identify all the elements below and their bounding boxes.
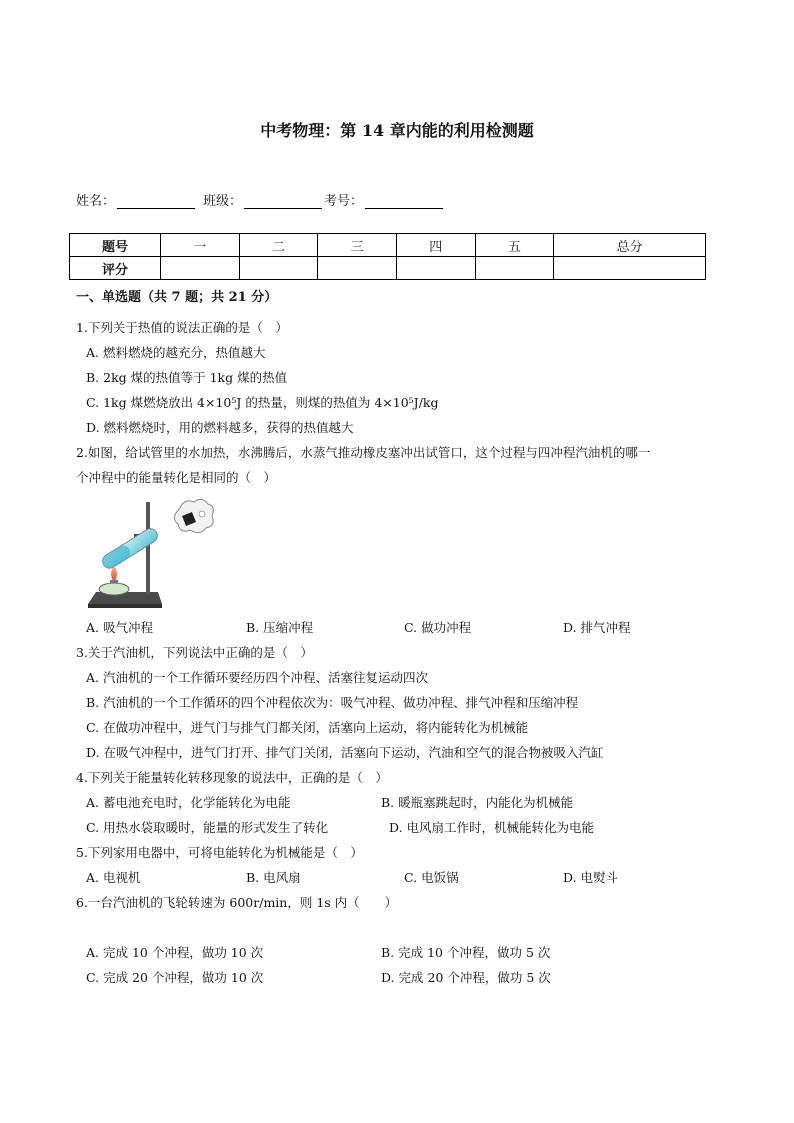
option-c[interactable]: C. 完成 20 个冲程，做功 10 次 — [86, 970, 264, 985]
name-label: 姓名： — [76, 194, 116, 209]
section-heading: 一、单选题（共 7 题；共 21 分） — [76, 290, 278, 305]
score-cell[interactable] — [475, 257, 554, 280]
exam-no-blank[interactable] — [365, 194, 443, 209]
score-cell[interactable] — [161, 257, 240, 280]
option-a[interactable]: A. 吸气冲程 — [86, 620, 153, 635]
option-c[interactable]: C. 1kg 煤燃烧放出 4×10⁵J 的热量，则煤的热值为 4×10⁵J/kg — [86, 395, 439, 410]
option-a[interactable]: A. 蓄电池充电时，化学能转化为电能 — [86, 795, 291, 810]
score-cell[interactable] — [396, 257, 475, 280]
option-d[interactable]: D. 电风扇工作时，机械能转化为电能 — [389, 820, 595, 835]
option-b[interactable]: B. 电风扇 — [246, 870, 301, 885]
score-table-cell: 三 — [318, 234, 397, 257]
score-cell[interactable] — [318, 257, 397, 280]
score-table-score-row — [70, 257, 706, 280]
class-label: 班级： — [203, 194, 243, 209]
score-cell[interactable] — [239, 257, 318, 280]
exam-no-label: 考号： — [324, 194, 364, 209]
option-b[interactable]: B. 压缩冲程 — [246, 620, 314, 635]
option-d[interactable]: D. 在吸气冲程中，进气门打开、排气门关闭，活塞向下运动，汽油和空气的混合物被吸入汽缸 — [86, 745, 604, 760]
class-blank[interactable] — [244, 194, 322, 209]
option-d[interactable]: D. 燃料燃烧时，用的燃料越多，获得的热值越大 — [86, 420, 354, 435]
option-b[interactable]: B. 完成 10 个冲程，做功 5 次 — [381, 945, 551, 960]
score-table-header-row — [70, 234, 706, 257]
question-stem: 3.关于汽油机，下列说法中正确的是（ ） — [76, 645, 313, 660]
option-c[interactable]: C. 做功冲程 — [404, 620, 472, 635]
option-b[interactable]: B. 暖瓶塞跳起时，内能化为机械能 — [381, 795, 574, 810]
option-c[interactable]: C. 电饭锅 — [404, 870, 459, 885]
score-cell[interactable] — [554, 257, 706, 280]
option-c[interactable]: C. 在做功冲程中，进气门与排气门都关闭，活塞向上运动，将内能转化为机械能 — [86, 720, 529, 735]
question-stem: 个冲程中的能量转化是相同的（ ） — [76, 470, 277, 485]
score-table — [69, 233, 706, 280]
page-title: 中考物理：第 14 章内能的利用检测题 — [260, 121, 534, 140]
name-blank[interactable] — [117, 194, 195, 209]
question-stem: 1.下列关于热值的说法正确的是（ ） — [76, 320, 288, 335]
option-c[interactable]: C. 用热水袋取暖时，能量的形式发生了转化 — [86, 820, 329, 835]
score-table-cell: 五 — [475, 234, 554, 257]
score-table-cell: 总分 — [554, 234, 706, 257]
option-a[interactable]: A. 燃料燃烧的越充分，热值越大 — [86, 345, 266, 360]
student-info — [76, 190, 451, 209]
option-a[interactable]: A. 汽油机的一个工作循环要经历四个冲程、活塞往复运动四次 — [86, 670, 428, 685]
option-b[interactable]: B. 汽油机的一个工作循环的四个冲程依次为：吸气冲程、做功冲程、排气冲程和压缩冲程 — [86, 695, 579, 710]
option-a[interactable]: A. 完成 10 个冲程，做功 10 次 — [86, 945, 264, 960]
question-stem: 6.一台汽油机的飞轮转速为 600r/min，则 1s 内（ ） — [76, 895, 398, 910]
question-stem: 2.如图，给试管里的水加热，水沸腾后，水蒸气推动橡皮塞冲出试管口，这个过程与四冲程汽油机的哪一 — [76, 445, 651, 460]
option-d[interactable]: D. 电熨斗 — [563, 870, 619, 885]
score-table-cell: 题号 — [70, 234, 161, 257]
test-tube-heating-figure — [84, 496, 218, 612]
option-d[interactable]: D. 排气冲程 — [563, 620, 631, 635]
option-d[interactable]: D. 完成 20 个冲程，做功 5 次 — [381, 970, 551, 985]
score-table-cell: 一 — [161, 234, 240, 257]
question-stem: 5.下列家用电器中，可将电能转化为机械能是（ ） — [76, 845, 363, 860]
score-table-cell: 四 — [396, 234, 475, 257]
option-a[interactable]: A. 电视机 — [86, 870, 141, 885]
score-table-cell: 二 — [239, 234, 318, 257]
score-table-cell: 评分 — [70, 257, 161, 280]
question-stem: 4.下列关于能量转化转移现象的说法中，正确的是（ ） — [76, 770, 388, 785]
option-b[interactable]: B. 2kg 煤的热值等于 1kg 煤的热值 — [86, 370, 288, 385]
